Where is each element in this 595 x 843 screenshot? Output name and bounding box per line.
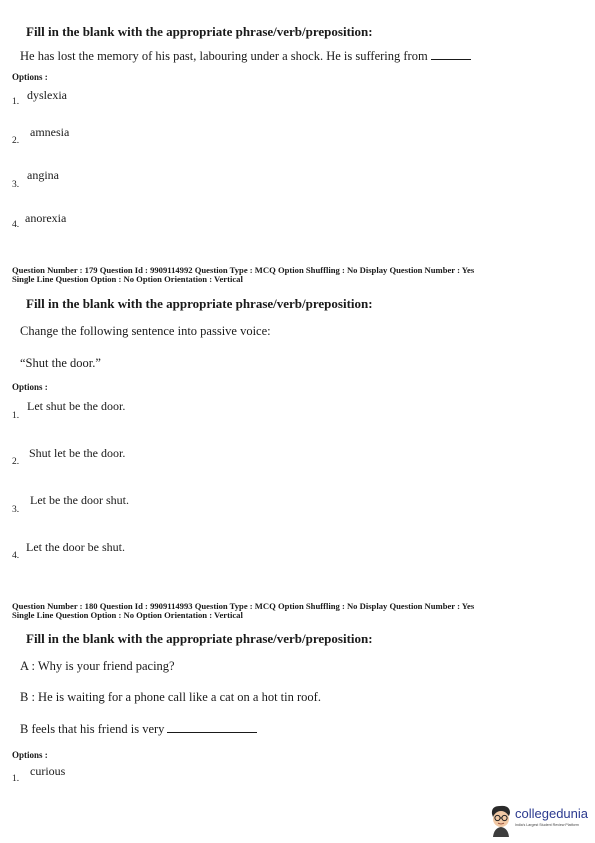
option-number: 3. bbox=[12, 505, 20, 515]
option-text: Shut let be the door. bbox=[29, 446, 126, 460]
options-label: Options : bbox=[12, 750, 48, 760]
question-text: B feels that his friend is very bbox=[20, 722, 257, 737]
option-number: 4. bbox=[12, 220, 20, 230]
option-text: Let shut be the door. bbox=[27, 399, 126, 413]
options-label: Options : bbox=[12, 382, 48, 392]
option-number: 2. bbox=[12, 457, 20, 467]
question-text: He has lost the memory of his past, labouring under a shock. He is suffering from bbox=[20, 49, 471, 64]
mascot-icon bbox=[488, 804, 514, 838]
question-instruction: Fill in the blank with the appropriate phrase/verb/preposition: bbox=[26, 631, 373, 646]
dialogue-line-b: B : He is waiting for a phone call like a cat on a hot tin roof. bbox=[20, 690, 321, 704]
option-number: 1. bbox=[12, 411, 20, 421]
option-text: amnesia bbox=[30, 125, 70, 139]
option-number: 4. bbox=[12, 551, 20, 561]
question-metadata: Question Number : 179 Question Id : 9909114992 Question Type : MCQ Option Shuffling : No Display Question Number : Yes Single Line Question Option : No Option Orientation : Vertical bbox=[12, 265, 475, 284]
option-number: 2. bbox=[12, 136, 20, 146]
option-number: 1. bbox=[12, 97, 20, 107]
dialogue-line-a: A : Why is your friend pacing? bbox=[20, 659, 175, 673]
collegedunia-logo bbox=[488, 804, 588, 840]
option-text: anorexia bbox=[25, 211, 67, 225]
quoted-sentence: “Shut the door.” bbox=[20, 356, 101, 370]
logo-wordmark: collegedunia bbox=[515, 806, 589, 821]
option-text: angina bbox=[27, 168, 59, 182]
option-number: 1. bbox=[12, 774, 20, 784]
answer-blank bbox=[167, 731, 257, 733]
logo-tagline: India's Largest Student Review Platform bbox=[515, 823, 579, 827]
option-text: curious bbox=[30, 764, 66, 778]
question-text: Change the following sentence into passive voice: bbox=[20, 324, 271, 338]
question-instruction: Fill in the blank with the appropriate phrase/verb/preposition: bbox=[26, 296, 373, 311]
question-instruction: Fill in the blank with the appropriate phrase/verb/preposition: bbox=[26, 24, 373, 39]
options-label: Options : bbox=[12, 72, 48, 82]
answer-blank bbox=[431, 58, 471, 60]
option-number: 3. bbox=[12, 180, 20, 190]
option-text: dyslexia bbox=[27, 88, 67, 102]
question-metadata: Question Number : 180 Question Id : 9909114993 Question Type : MCQ Option Shuffling : No Display Question Number : Yes Single Line Question Option : No Option Orientation : Vertical bbox=[12, 601, 475, 620]
option-text: Let be the door shut. bbox=[30, 493, 129, 507]
option-text: Let the door be shut. bbox=[26, 540, 125, 554]
